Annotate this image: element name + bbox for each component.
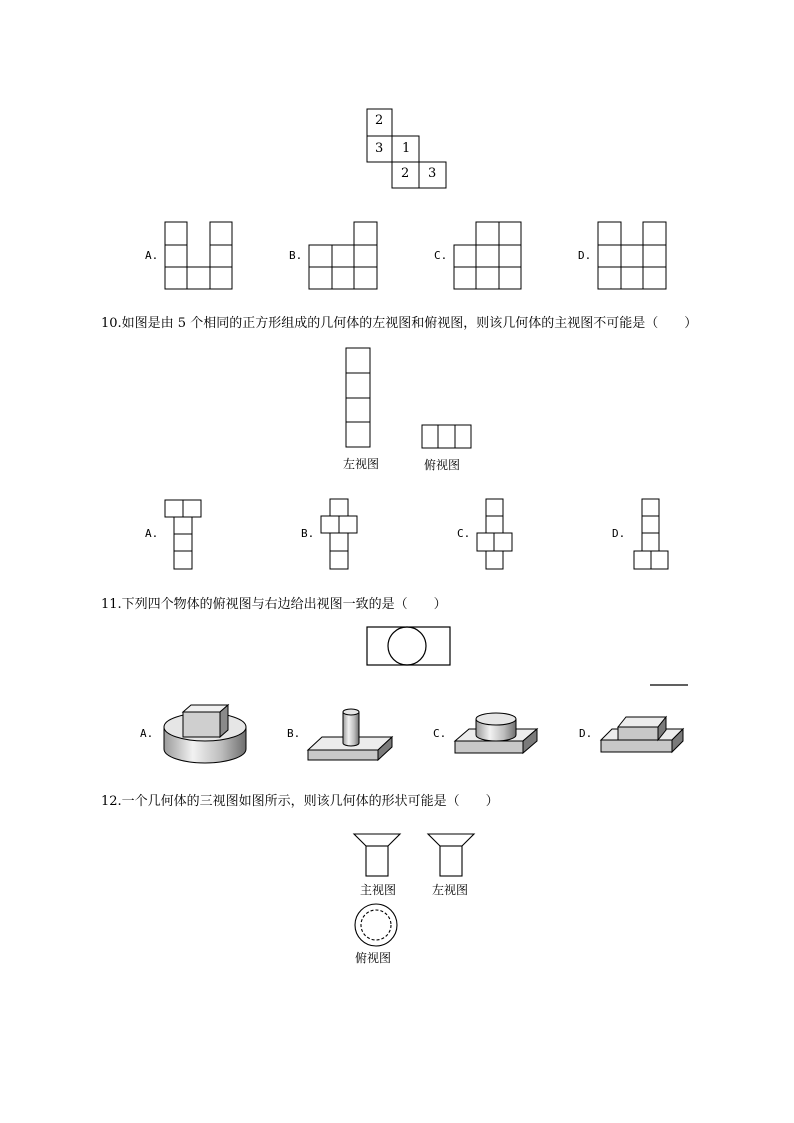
front-view-caption: 主视图 bbox=[360, 883, 397, 897]
top-view-caption: 俯视图 bbox=[355, 951, 392, 965]
q12-front-view bbox=[354, 834, 400, 876]
option-label-c: C. bbox=[433, 727, 447, 740]
q12-left-view bbox=[428, 834, 474, 876]
option-label-a: A. bbox=[145, 527, 159, 540]
option-label-b: B. bbox=[301, 527, 315, 540]
net-cell-number: 2 bbox=[401, 166, 410, 181]
option-label-a: A. bbox=[145, 249, 159, 262]
option-label-c: C. bbox=[457, 527, 471, 540]
option-label-d: D. bbox=[612, 527, 626, 540]
net-cell-number: 1 bbox=[402, 141, 411, 156]
net-cell-number: 2 bbox=[375, 113, 384, 128]
net-cell-number: 3 bbox=[375, 141, 384, 156]
net-cell-number: 3 bbox=[428, 166, 437, 181]
question-11-text: 11.下列四个物体的俯视图与右边给出视图一致的是（ ） bbox=[101, 597, 447, 612]
question-10-text: 10.如图是由 5 个相同的正方形组成的几何体的左视图和俯视图，则该几何体的主视图不可能是（ ） bbox=[101, 316, 698, 331]
option-label-b: B. bbox=[287, 727, 301, 740]
q12-top-view bbox=[355, 904, 397, 946]
top-view-caption: 俯视图 bbox=[424, 458, 461, 472]
option-label-b: B. bbox=[289, 249, 303, 262]
left-view-caption: 左视图 bbox=[343, 457, 380, 471]
option-label-c: C. bbox=[434, 249, 448, 262]
question-12-text: 12.一个几何体的三视图如图所示，则该几何体的形状可能是（ ） bbox=[101, 794, 499, 809]
option-label-a: A. bbox=[140, 727, 154, 740]
left-view-caption: 左视图 bbox=[432, 883, 469, 897]
option-label-d: D. bbox=[578, 249, 592, 262]
option-label-d: D. bbox=[579, 727, 593, 740]
